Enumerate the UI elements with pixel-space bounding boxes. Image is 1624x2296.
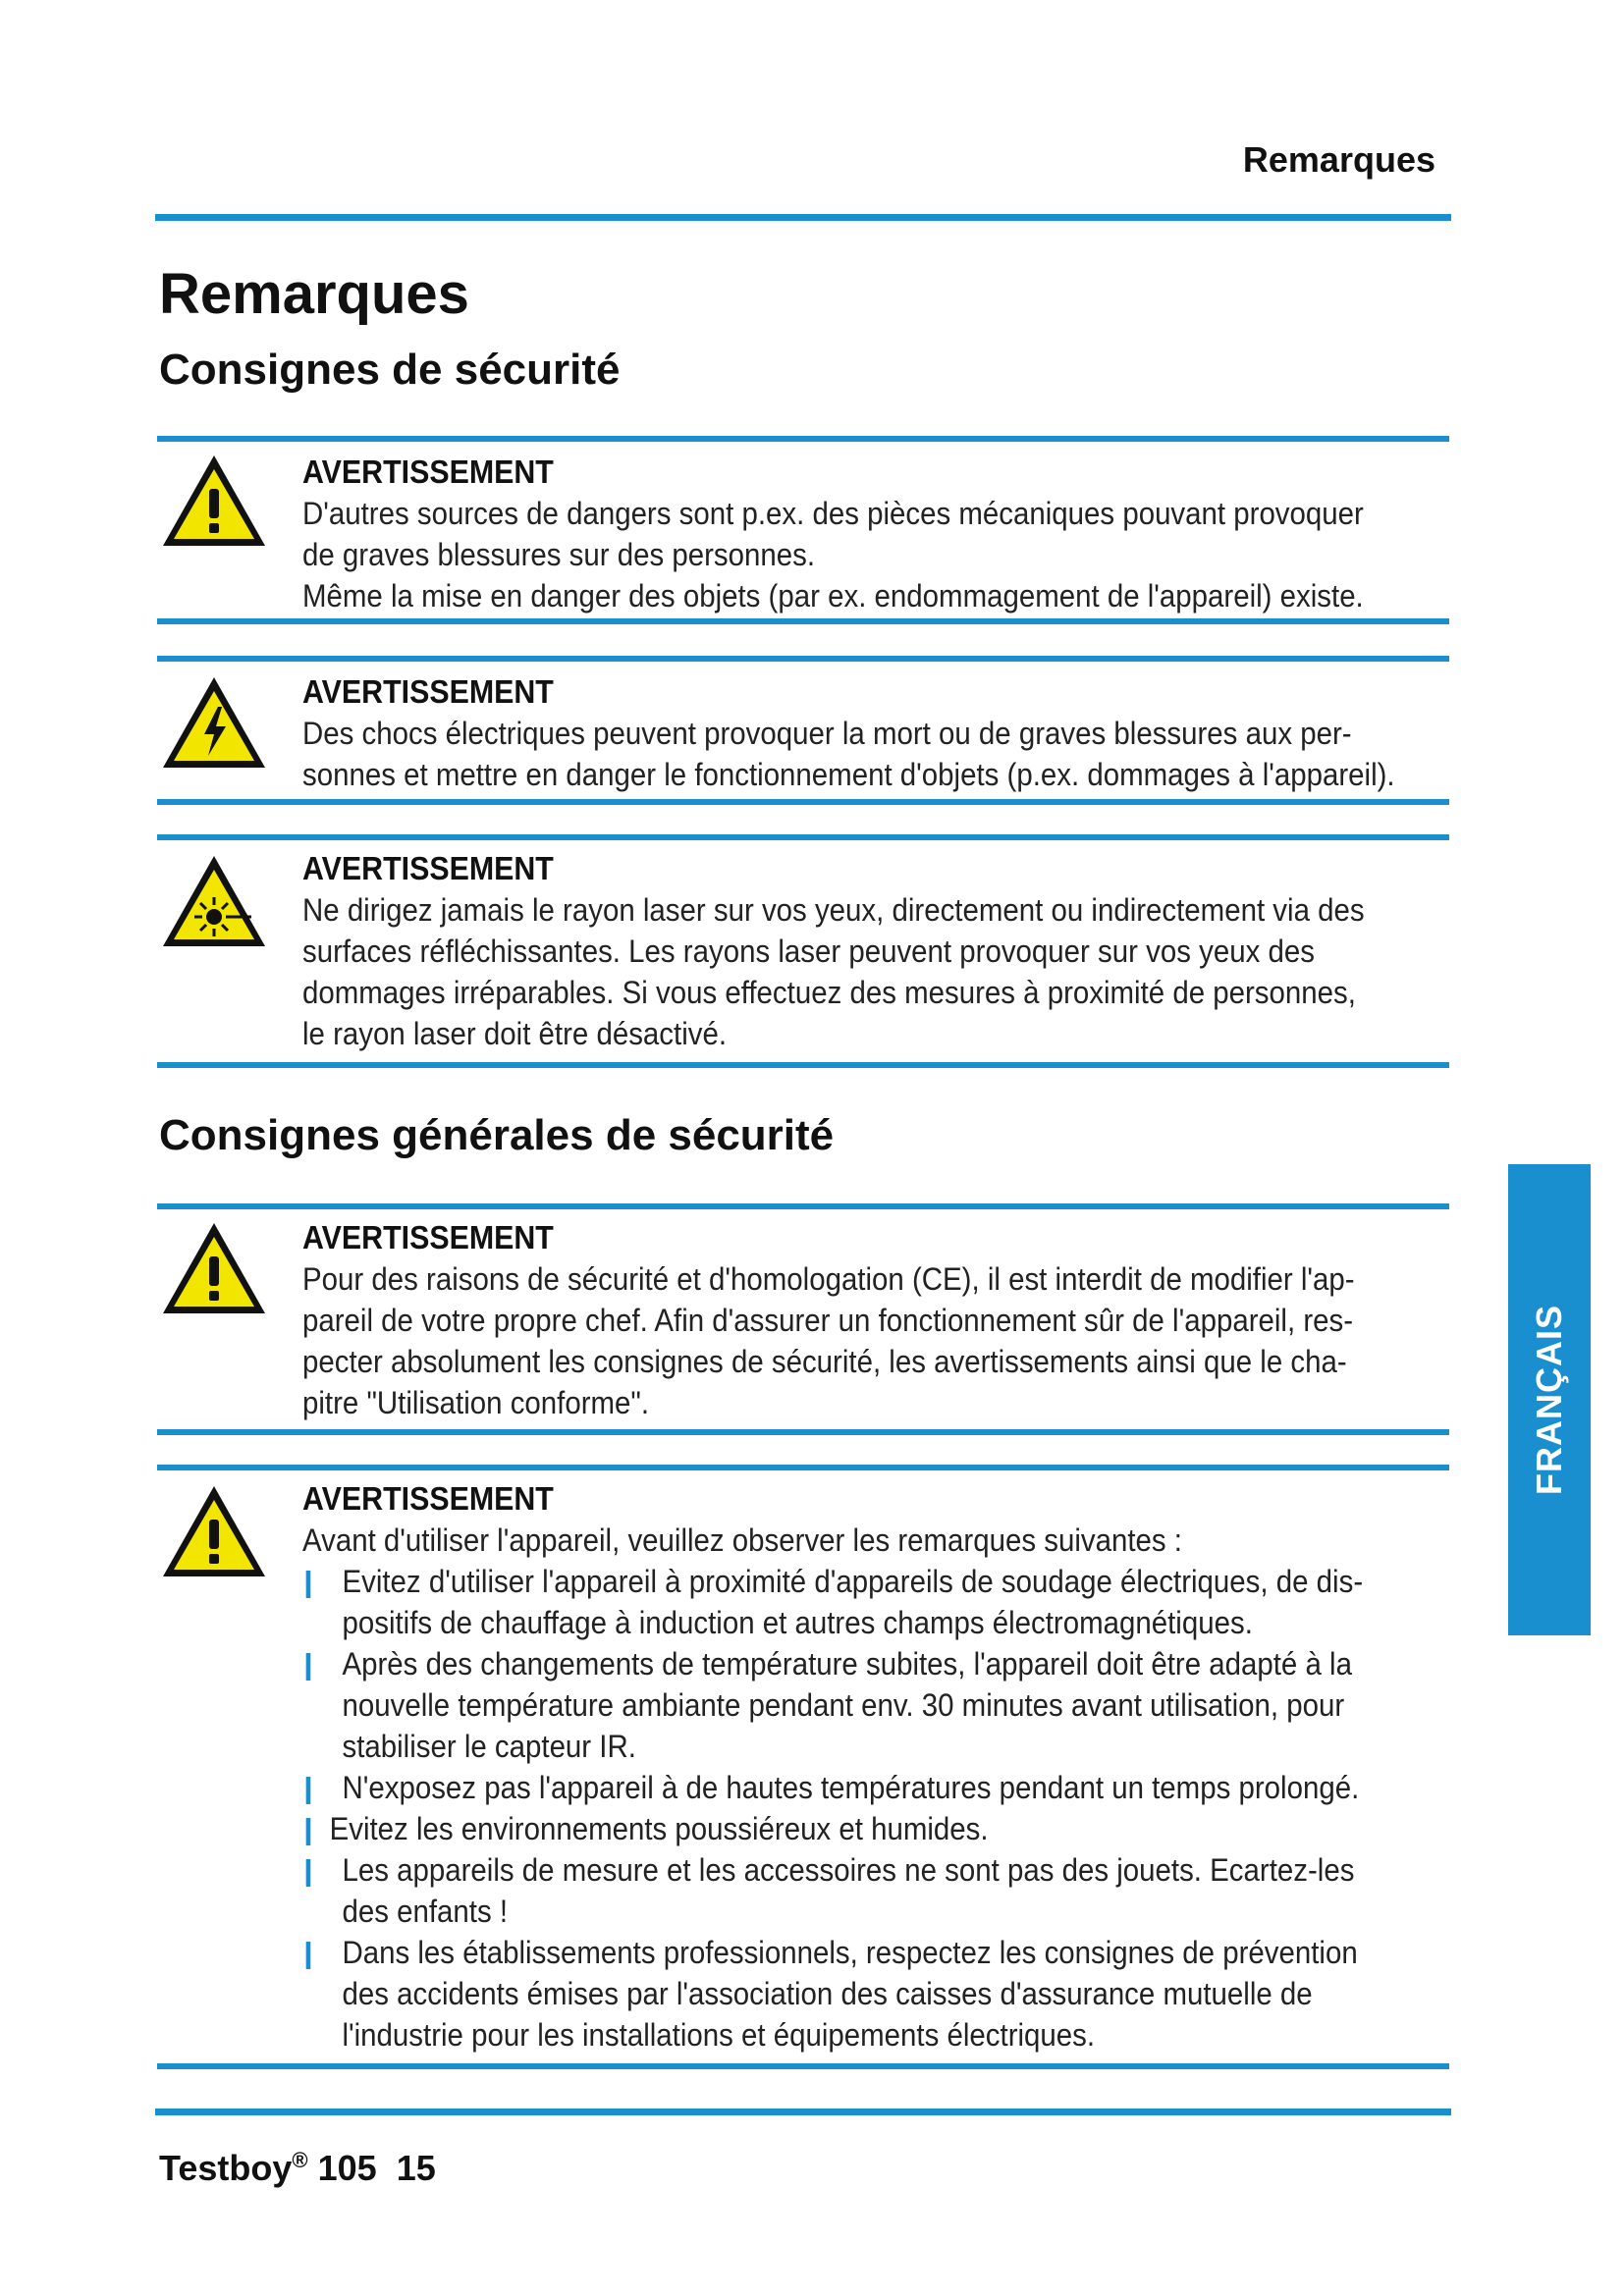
section-title-safety: Consignes de sécurité (159, 346, 621, 394)
list-item (302, 1767, 1360, 1808)
bullet-bar (306, 1818, 311, 1845)
list-item (302, 1808, 1350, 1849)
warning-box-bottom-rule (157, 2063, 1449, 2069)
header-rule (155, 214, 1451, 221)
list-item-line: Les appareils de mesure et les accessoires ne sont pas des jouets. Ecartez-les (342, 1852, 1355, 1888)
warning-text-line: surfaces réfléchissantes. Les rayons laser peuvent provoquer sur vos yeux des (302, 934, 1315, 969)
list-item (302, 1932, 1358, 2056)
warning-block-1 (302, 452, 1364, 616)
warning-text-line: Même la mise en danger des objets (par ex. endommagement de l'appareil) existe. (302, 578, 1364, 614)
warning-box-top-rule (157, 834, 1449, 840)
warning-box-bottom-rule (157, 1429, 1449, 1435)
warning-text-line: Ne dirigez jamais le rayon laser sur vos yeux, directement ou indirectement via des (302, 892, 1365, 928)
warning-box-bottom-rule (157, 618, 1449, 624)
warning-text-line: Des chocs électriques peuvent provoquer la mort ou de graves blessures aux per- (302, 716, 1352, 751)
list-item (302, 1643, 1350, 1767)
language-tab-label: FRANÇAIS (1529, 1305, 1569, 1495)
warning-box-top-rule (157, 656, 1449, 662)
warning-text-line: pitre "Utilisation conforme". (302, 1385, 650, 1420)
list-item-line: N'exposez pas l'appareil à de hautes températures pendant un temps prolongé. (342, 1770, 1360, 1805)
list-item (302, 1849, 1355, 1932)
section-title-general-safety: Consignes générales de sécurité (159, 1111, 835, 1159)
footer-page-info (159, 2148, 436, 2189)
general-warning-icon (159, 452, 269, 550)
list-item-line: positifs de chauffage à induction et autres champs électromagnétiques. (342, 1605, 1253, 1640)
footer-rule (155, 2109, 1451, 2115)
warning-text-line: sonnes et mettre en danger le fonctionnement d'objets (p.ex. dommages à l'appareil). (302, 757, 1395, 792)
bullet-bar (306, 1777, 311, 1804)
list-item-line: l'industrie pour les installations et équipements électriques. (342, 2017, 1096, 2053)
list-item-line: Après des changements de température subites, l'appareil doit être adapté à la (342, 1646, 1352, 1682)
list-item (302, 1561, 1364, 1643)
warning-title: AVERTISSEMENT (302, 673, 554, 710)
warning-block-5 (302, 1478, 1364, 2056)
warning-intro: Avant d'utiliser l'appareil, veuillez observer les remarques suivantes : (302, 1522, 1182, 1558)
warning-text-line: Pour des raisons de sécurité et d'homologation (CE), il est interdit de modifier l'ap- (302, 1261, 1355, 1297)
list-item-line: Dans les établissements professionnels, respectez les consignes de prévention (342, 1935, 1358, 1970)
laser-warning-icon (159, 852, 269, 950)
list-item-line: des accidents émises par l'association des caisses d'assurance mutuelle de (342, 1976, 1313, 2011)
warning-block-2 (302, 671, 1395, 795)
warning-text-line: pareil de votre propre chef. Afin d'assurer un fonctionnement sûr de l'appareil, res- (302, 1303, 1354, 1338)
running-header: Remarques (1242, 139, 1435, 180)
registered-mark: ® (292, 2148, 308, 2172)
list-item-line: Evitez d'utiliser l'appareil à proximité d'appareils de soudage électriques, de dis- (342, 1564, 1364, 1599)
list-item-line: nouvelle température ambiante pendant env. 30 minutes avant utilisation, pour (342, 1687, 1345, 1723)
warning-title: AVERTISSEMENT (302, 1219, 554, 1255)
warning-box-bottom-rule (157, 799, 1449, 805)
warning-text-line: le rayon laser doit être désactivé. (302, 1016, 728, 1051)
warning-text-line: dommages irréparables. Si vous effectuez des mesures à proximité de personnes, (302, 975, 1356, 1010)
bullet-bar (306, 1942, 311, 1969)
warning-title: AVERTISSEMENT (302, 454, 554, 490)
warning-title: AVERTISSEMENT (302, 1480, 554, 1517)
warning-box-bottom-rule (157, 1062, 1449, 1068)
warning-text-line: D'autres sources de dangers sont p.ex. des pièces mécaniques pouvant provoquer (302, 496, 1364, 531)
bullet-bar (306, 1859, 311, 1887)
page-number: 15 (396, 2148, 436, 2188)
warning-block-3 (302, 848, 1365, 1054)
page-title: Remarques (159, 262, 469, 326)
warning-block-4 (302, 1217, 1355, 1423)
warning-text-line: pecter absolument les consignes de sécurité, les avertissements ainsi que le cha- (302, 1344, 1347, 1379)
footer-model: 105 (317, 2148, 377, 2188)
list-item-line: Evitez les environnements poussiéreux et humides. (329, 1811, 989, 1846)
list-item-line: stabiliser le capteur IR. (342, 1729, 636, 1764)
warning-box-top-rule (157, 436, 1449, 442)
bullet-bar (306, 1653, 311, 1681)
general-warning-icon (159, 1482, 269, 1580)
language-tab (1508, 1164, 1591, 1635)
warning-title: AVERTISSEMENT (302, 850, 554, 886)
footer-brand: Testboy (159, 2148, 293, 2188)
bullet-bar (306, 1571, 311, 1598)
warning-text-line: de graves blessures sur des personnes. (302, 537, 816, 572)
warning-box-top-rule (157, 1465, 1449, 1470)
electric-shock-warning-icon (159, 673, 269, 772)
general-warning-icon (159, 1219, 269, 1317)
warning-box-top-rule (157, 1203, 1449, 1209)
list-item-line: des enfants ! (342, 1894, 509, 1929)
